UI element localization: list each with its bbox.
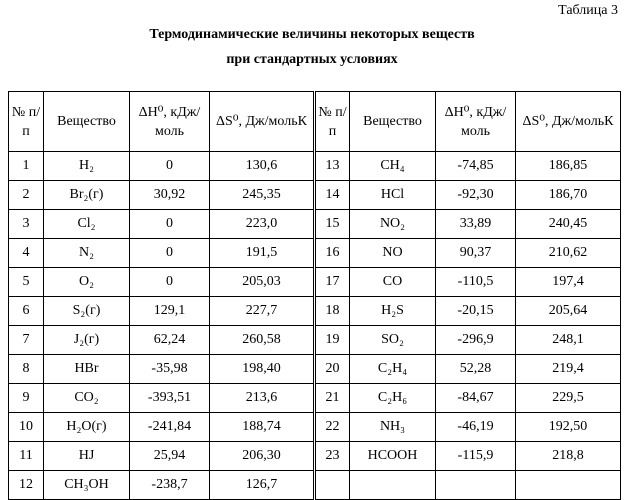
enthalpy-value: -35,98	[130, 355, 210, 384]
row-number: 22	[315, 413, 350, 442]
table-row	[9, 181, 621, 210]
row-number: 9	[9, 384, 44, 413]
enthalpy-value: -84,67	[436, 384, 516, 413]
enthalpy-value: -393,51	[130, 384, 210, 413]
substance-name: HCl	[350, 181, 436, 210]
entropy-value: 188,74	[210, 413, 315, 442]
substance-name: NO	[350, 239, 436, 268]
table-row	[9, 384, 621, 413]
substance-name: CH₃OH	[44, 471, 130, 500]
table-title: Термодинамические величины некоторых веществ	[149, 27, 475, 42]
enthalpy-value: 0	[130, 239, 210, 268]
enthalpy-value: 25,94	[130, 442, 210, 471]
header-enthalpy: ΔH⁰, кДж/моль	[436, 92, 516, 152]
row-number: 21	[315, 384, 350, 413]
entropy-value: 186,70	[516, 181, 621, 210]
entropy-value: 126,7	[210, 471, 315, 500]
substance-name: H₂S	[350, 297, 436, 326]
table-row	[9, 355, 621, 384]
table-row	[9, 471, 621, 500]
substance-name: C₂H₄	[350, 355, 436, 384]
enthalpy-value: 30,92	[130, 181, 210, 210]
enthalpy-value: 0	[130, 210, 210, 239]
entropy-value: 197,4	[516, 268, 621, 297]
thermo-table	[8, 91, 621, 500]
entropy-value: 198,40	[210, 355, 315, 384]
header-substance: Вещество	[44, 92, 130, 152]
row-number: 6	[9, 297, 44, 326]
row-number: 10	[9, 413, 44, 442]
enthalpy-value: -110,5	[436, 268, 516, 297]
row-number	[315, 471, 350, 500]
row-number: 7	[9, 326, 44, 355]
row-number: 1	[9, 152, 44, 181]
entropy-value: 206,30	[210, 442, 315, 471]
header-row	[9, 92, 621, 152]
enthalpy-value: 0	[130, 268, 210, 297]
table-row	[9, 152, 621, 181]
table-row	[9, 413, 621, 442]
entropy-value: 191,5	[210, 239, 315, 268]
enthalpy-value: 0	[130, 152, 210, 181]
entropy-value: 210,62	[516, 239, 621, 268]
entropy-value: 223,0	[210, 210, 315, 239]
substance-name: NO₂	[350, 210, 436, 239]
table-subtitle: при стандартных условиях	[226, 52, 398, 67]
substance-name: CO₂	[44, 384, 130, 413]
row-number: 15	[315, 210, 350, 239]
substance-name	[350, 471, 436, 500]
table-row	[9, 297, 621, 326]
row-number: 16	[315, 239, 350, 268]
entropy-value: 245,35	[210, 181, 315, 210]
substance-name: HCOOH	[350, 442, 436, 471]
header-entropy: ΔS⁰, Дж/мольК	[516, 92, 621, 152]
table-row	[9, 210, 621, 239]
row-number: 14	[315, 181, 350, 210]
row-number: 4	[9, 239, 44, 268]
entropy-value: 213,6	[210, 384, 315, 413]
enthalpy-value: -74,85	[436, 152, 516, 181]
row-number: 8	[9, 355, 44, 384]
enthalpy-value: -238,7	[130, 471, 210, 500]
entropy-value: 192,50	[516, 413, 621, 442]
row-number: 2	[9, 181, 44, 210]
substance-name: Cl₂	[44, 210, 130, 239]
substance-name: CH₄	[350, 152, 436, 181]
entropy-value: 229,5	[516, 384, 621, 413]
header-num: № п/п	[315, 92, 350, 152]
row-number: 23	[315, 442, 350, 471]
row-number: 11	[9, 442, 44, 471]
enthalpy-value: -20,15	[436, 297, 516, 326]
substance-name: C₂H₆	[350, 384, 436, 413]
table-row	[9, 442, 621, 471]
row-number: 12	[9, 471, 44, 500]
enthalpy-value: -296,9	[436, 326, 516, 355]
table-row	[9, 326, 621, 355]
entropy-value: 260,58	[210, 326, 315, 355]
row-number: 20	[315, 355, 350, 384]
enthalpy-value: 90,37	[436, 239, 516, 268]
row-number: 17	[315, 268, 350, 297]
entropy-value	[516, 471, 621, 500]
table-row	[9, 268, 621, 297]
enthalpy-value: -46,19	[436, 413, 516, 442]
header-enthalpy: ΔH⁰, кДж/моль	[130, 92, 210, 152]
header-num: № п/п	[9, 92, 44, 152]
enthalpy-value: -92,30	[436, 181, 516, 210]
enthalpy-value	[436, 471, 516, 500]
row-number: 19	[315, 326, 350, 355]
substance-name: SO₂	[350, 326, 436, 355]
substance-name: Br₂(г)	[44, 181, 130, 210]
enthalpy-value: 52,28	[436, 355, 516, 384]
entropy-value: 219,4	[516, 355, 621, 384]
enthalpy-value: -241,84	[130, 413, 210, 442]
entropy-value: 205,03	[210, 268, 315, 297]
substance-name: CO	[350, 268, 436, 297]
enthalpy-value: 33,89	[436, 210, 516, 239]
substance-name: S₂(г)	[44, 297, 130, 326]
header-entropy: ΔS⁰, Дж/мольК	[210, 92, 315, 152]
entropy-value: 186,85	[516, 152, 621, 181]
row-number: 3	[9, 210, 44, 239]
substance-name: HJ	[44, 442, 130, 471]
substance-name: N₂	[44, 239, 130, 268]
entropy-value: 205,64	[516, 297, 621, 326]
entropy-value: 227,7	[210, 297, 315, 326]
row-number: 13	[315, 152, 350, 181]
substance-name: HBr	[44, 355, 130, 384]
table-label: Таблица 3	[558, 3, 618, 18]
enthalpy-value: -115,9	[436, 442, 516, 471]
substance-name: NH₃	[350, 413, 436, 442]
entropy-value: 248,1	[516, 326, 621, 355]
row-number: 18	[315, 297, 350, 326]
header-substance: Вещество	[350, 92, 436, 152]
substance-name: H₂	[44, 152, 130, 181]
row-number: 5	[9, 268, 44, 297]
table-row	[9, 239, 621, 268]
enthalpy-value: 129,1	[130, 297, 210, 326]
substance-name: H₂O(г)	[44, 413, 130, 442]
entropy-value: 240,45	[516, 210, 621, 239]
entropy-value: 130,6	[210, 152, 315, 181]
substance-name: O₂	[44, 268, 130, 297]
enthalpy-value: 62,24	[130, 326, 210, 355]
substance-name: J₂(г)	[44, 326, 130, 355]
entropy-value: 218,8	[516, 442, 621, 471]
